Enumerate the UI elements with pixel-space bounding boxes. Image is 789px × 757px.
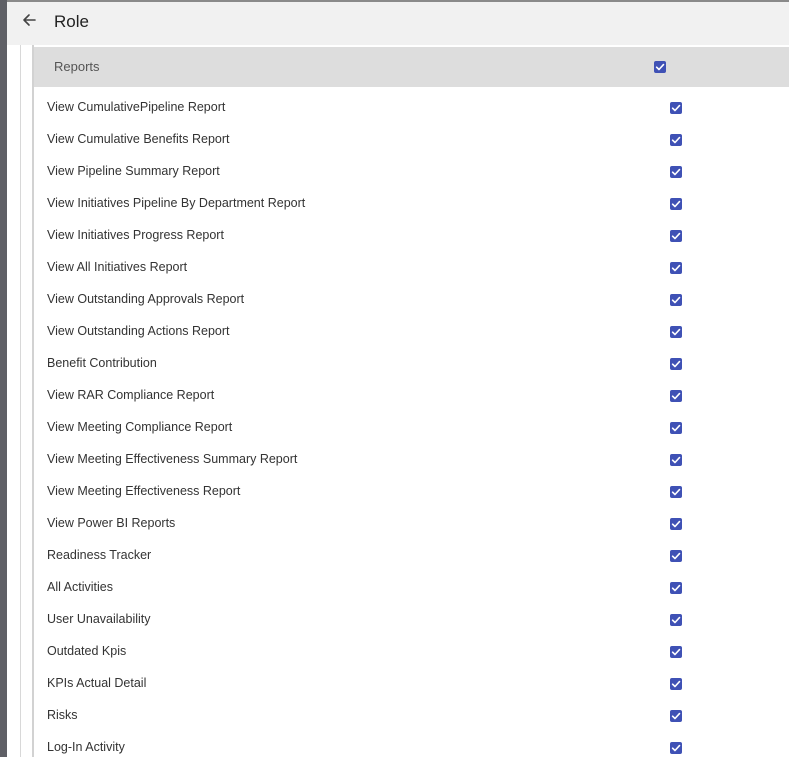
permission-checkbox[interactable] [670,294,682,306]
permission-checkbox[interactable] [670,710,682,722]
check-icon [671,615,681,625]
permission-label: View Pipeline Summary Report [47,164,220,178]
permission-label: View Cumulative Benefits Report [47,132,230,146]
permission-row [34,285,789,317]
permission-label: View Meeting Compliance Report [47,420,233,434]
page-title: Role [54,12,89,31]
check-icon [671,199,681,209]
permission-row [34,349,789,381]
permission-row [34,637,789,669]
check-icon [671,327,681,337]
check-icon [671,455,681,465]
check-icon [671,711,681,721]
permission-label: All Activities [47,580,113,594]
permission-label: Readiness Tracker [47,548,152,562]
permission-row [34,445,789,477]
permission-checkbox[interactable] [670,230,682,242]
permission-checkbox[interactable] [670,678,682,690]
check-icon [655,62,665,72]
check-icon [671,359,681,369]
permission-checkbox[interactable] [670,326,682,338]
permission-label: Benefit Contribution [47,356,157,370]
permission-checkbox[interactable] [670,262,682,274]
section-header-reports [34,47,789,87]
permission-row [34,573,789,605]
permission-label: View Initiatives Progress Report [47,228,224,242]
check-icon [671,679,681,689]
permission-label: View CumulativePipeline Report [47,100,226,114]
divider [20,45,21,757]
permission-label: User Unavailability [47,612,151,626]
check-icon [671,135,681,145]
permission-checkbox[interactable] [670,646,682,658]
permission-checkbox[interactable] [670,486,682,498]
permission-row [34,125,789,157]
back-button[interactable] [18,11,40,33]
permission-checkbox[interactable] [670,582,682,594]
permission-row [34,701,789,733]
check-icon [671,423,681,433]
permissions-panel [32,45,789,757]
check-icon [671,583,681,593]
permission-row [34,381,789,413]
permission-checkbox[interactable] [670,614,682,626]
permission-label: Log-In Activity [47,740,125,754]
check-icon [671,231,681,241]
permission-row [34,605,789,637]
check-icon [671,487,681,497]
permission-checkbox[interactable] [670,742,682,754]
permission-label: View RAR Compliance Report [47,388,215,402]
select-all-checkbox[interactable] [654,61,666,73]
permission-label: KPIs Actual Detail [47,676,147,690]
permission-row [34,221,789,253]
check-icon [671,103,681,113]
check-icon [671,295,681,305]
permission-label: Outdated Kpis [47,644,127,658]
permission-checkbox[interactable] [670,198,682,210]
permission-row [34,189,789,221]
permission-label: View Initiatives Pipeline By Department Report [47,196,306,210]
check-icon [671,167,681,177]
permission-row [34,413,789,445]
permission-checkbox[interactable] [670,390,682,402]
permission-checkbox[interactable] [670,422,682,434]
permission-label: Risks [47,708,78,722]
permission-row [34,477,789,509]
permission-label: View Power BI Reports [47,516,176,530]
permission-row [34,93,789,125]
check-icon [671,551,681,561]
check-icon [671,519,681,529]
permission-row [34,669,789,701]
check-icon [671,263,681,273]
left-edge-strip [0,0,7,757]
permission-checkbox[interactable] [670,102,682,114]
permission-row [34,733,789,757]
section-title: Reports [54,59,100,74]
permission-row [34,541,789,573]
permission-label: View Outstanding Actions Report [47,324,230,338]
permission-checkbox[interactable] [670,358,682,370]
permission-row [34,317,789,349]
permission-label: View All Initiatives Report [47,260,188,274]
check-icon [671,743,681,753]
permission-label: View Outstanding Approvals Report [47,292,245,306]
arrow-left-icon [22,13,36,32]
permission-checkbox[interactable] [670,454,682,466]
permission-checkbox[interactable] [670,134,682,146]
permission-checkbox[interactable] [670,550,682,562]
permission-row [34,509,789,541]
page-header [7,0,789,45]
permission-row [34,253,789,285]
permission-checkbox[interactable] [670,518,682,530]
check-icon [671,647,681,657]
permission-label: View Meeting Effectiveness Report [47,484,241,498]
check-icon [671,391,681,401]
permission-row [34,157,789,189]
permission-checkbox[interactable] [670,166,682,178]
permission-label: View Meeting Effectiveness Summary Report [47,452,298,466]
